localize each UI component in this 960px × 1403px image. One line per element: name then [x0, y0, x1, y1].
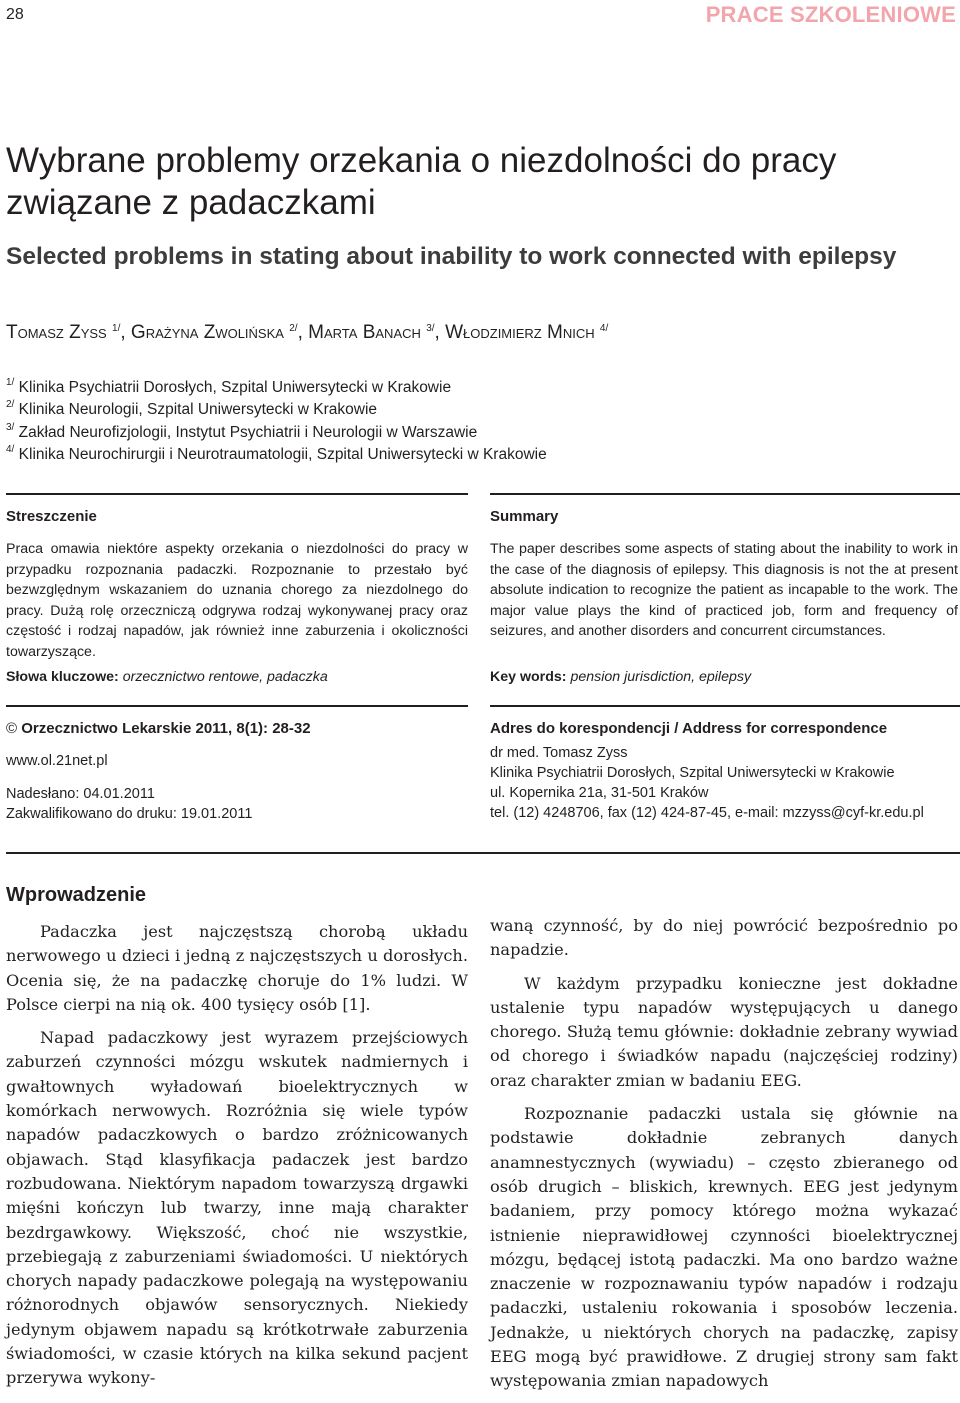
journal-citation-text: Orzecznictwo Lekarskie 2011, 8(1): 28-32 [21, 720, 311, 737]
author-affiliation-mark: 2/ [289, 323, 298, 334]
keywords-polish [6, 669, 468, 685]
body-paragraph: Rozpoznanie padaczki ustala się głównie na podstawie dokładnie zebranych danych anamnestycznych (wywiadu) – często zbieranego od osób drugich – bliskich, krewnych. EEG jest jedynym badaniem, przy pomocy którego można wykazać istnienie nieprawidłowej czynności bioelektrycznej mózgu, będącej istotą padaczki. Ma ono bardzo ważne znaczenie w rozpoznawaniu typów napadów i rodzaju padaczki, ustaleniu rokowania i sposobów leczenia. Jednakże, u niektórych chorych na padaczkę, zapisy EEG mogą być prawidłowe. Z drugiej strony sam fakt występowania zmian napadowych [490, 1104, 958, 1391]
section-heading: Wprowadzenie [6, 884, 147, 906]
page-number: 28 [6, 6, 24, 23]
divider [490, 493, 960, 495]
body-paragraph: Napad padaczkowy jest wyrazem przejściowych zaburzeń czynności mózgu wskutek nadmiernych i gwałtownych wyładowań bioelektrycznych w komórkach nerwowych. Rozróżnia się wiele typów napadów padaczkowych o bardzo zróżnicowanych objawach. Stąd klasyfikacja padaczek jest bardzo rozbudowana. Niektórym napadom towarzyszą drgawki mięśni kończyn lub twarzy, inne mają charakter bezdrgawkowy. Większość, choć nie wszystkie, przebiegają z zaburzeniami świadomości. U niektórych chorych napady padaczkowe polegają na występowaniu różnorodnych objawów sensorycznych. Niekiedy jedynym objawem napadu są krótkotrwałe zaburzenia świadomości, w czasie których na kilka sekund pacjent przerywa wykony- [6, 1028, 468, 1388]
accepted-date: Zakwalifikowano do druku: 19.01.2011 [6, 806, 253, 822]
abstract-text: The paper describes some aspects of stating about the inability to work in the case of the diagnosis of epilepsy. This diagnosis is not the at present absolute indication to recognize the patient as incapable to the work. The major value plays the kind of practiced job, form and frequency of seizures, and another disorders and concurrent circumstances. [490, 541, 958, 639]
correspondence-line: dr med. Tomasz Zyss [490, 745, 628, 761]
affiliation-item [6, 372, 906, 394]
author-affiliation-mark: 1/ [112, 323, 121, 334]
affiliation-mark: 4/ [6, 443, 15, 455]
keywords-text: pension jurisdiction, epilepsy [570, 669, 752, 685]
keywords-english [490, 669, 958, 685]
journal-citation [6, 720, 468, 737]
keywords-text: orzecznictwo rentowe, padaczka [122, 669, 328, 685]
body-paragraph: waną czynność, by do niej powrócić bezpośrednio po napadzie. [490, 916, 958, 960]
author-name: Marta Banach [308, 322, 421, 343]
correspondence [490, 720, 958, 823]
affiliation-list [6, 372, 906, 461]
divider [6, 705, 468, 707]
divider [490, 705, 960, 707]
keywords-label: Key words: [490, 669, 567, 685]
affiliation-item [6, 394, 906, 419]
author-affiliation-mark: 3/ [426, 323, 435, 334]
author-name: Grażyna Zwolińska [130, 322, 284, 343]
affiliation-text: Klinika Neurologii, Szpital Uniwersytecki w Krakowie [18, 401, 378, 419]
correspondence-line: tel. (12) 4248706, fax (12) 424-87-45, e-mail: mzzyss@cyf-kr.edu.pl [490, 805, 924, 821]
affiliation-mark: 2/ [6, 399, 15, 411]
correspondence-heading: Adres do korespondencji / Address for correspondence [490, 720, 888, 737]
affiliation-mark: 1/ [6, 377, 15, 388]
abstract-text: Praca omawia niektóre aspekty orzekania o niezdolności do pracy w przypadku rozpoznania padaczki. Rozpoznanie to przestało być bezwzględnym wskazaniem do uznania chorego za niezdolnego do pracy. Dużą rolę orzeczniczą odgrywa rodzaj wykonywanej pracy oraz częstość i rodzaj napadów, jak również inne zaburzenia i okoliczności towarzyszące. [6, 541, 468, 660]
received-date: Nadesłano: 04.01.2011 [6, 786, 155, 802]
author-affiliation-mark: 4/ [599, 323, 609, 334]
abstract-polish [6, 508, 468, 662]
author-name: Włodzimierz Mnich [445, 322, 595, 343]
affiliation-text: Zakład Neurofizjologii, Instytut Psychiatrii i Neurologii w Warszawie [18, 423, 478, 441]
body-column-right [490, 914, 958, 1403]
affiliation-item [6, 417, 906, 439]
abstract-english [490, 508, 958, 642]
correspondence-line: Klinika Psychiatrii Dorosłych, Szpital Uniwersytecki w Krakowie [490, 765, 895, 781]
article-title: Wybrane problemy orzekania o niezdolności do pracy związane z padaczkami [6, 141, 837, 222]
section-label: PRACE SZKOLENIOWE [705, 2, 956, 27]
author-list: Tomasz Zyss $^{1/}$, Grażyna Zwolińska $^{2/}$, Marta Banach $^{3/}$, Włodzimierz Mnich $^{4/}$ [6, 322, 609, 343]
abstract-heading: Summary [490, 508, 559, 525]
body-paragraph: W każdym przypadku konieczne jest dokładne ustalenie typu napadów występujących u danego chorego. Służą temu głównie: dokładnie zebrany wywiad od chorego i świadków napadu (najczęściej rodziny) oraz charakter zmian w badaniu EEG. [490, 973, 958, 1090]
publication-info [6, 720, 468, 824]
affiliation-text: Klinika Psychiatrii Dorosłych, Szpital Uniwersytecki w Krakowie [18, 379, 452, 396]
journal-website: www.ol.21net.pl [6, 753, 108, 769]
divider [6, 493, 468, 495]
divider [6, 852, 960, 854]
abstract-heading: Streszczenie [6, 508, 97, 525]
affiliation-mark: 3/ [6, 421, 15, 433]
copyright-icon: © [6, 720, 18, 737]
affiliation-text: Klinika Neurochirurgii i Neurotraumatologii, Szpital Uniwersytecki w Krakowie [18, 445, 547, 463]
body-paragraph: Padaczka jest najczęstszą chorobą układu nerwowego u dzieci i jedną z najczęstszych u dorosłych. Ocenia się, że na padaczkę choruje do 1% ludzi. W Polsce cierpi na nią ok. 400 tysięcy osób [1]. [6, 922, 468, 1014]
article-subtitle: Selected problems in stating about inability to work connected with epilepsy [6, 243, 897, 270]
affiliation-item [6, 439, 906, 461]
keywords-label: Słowa kluczowe: [6, 669, 119, 685]
author-name: Tomasz Zyss [6, 322, 107, 343]
body-column-left [6, 920, 468, 1400]
correspondence-line: ul. Kopernika 21a, 31-501 Kraków [490, 785, 709, 801]
